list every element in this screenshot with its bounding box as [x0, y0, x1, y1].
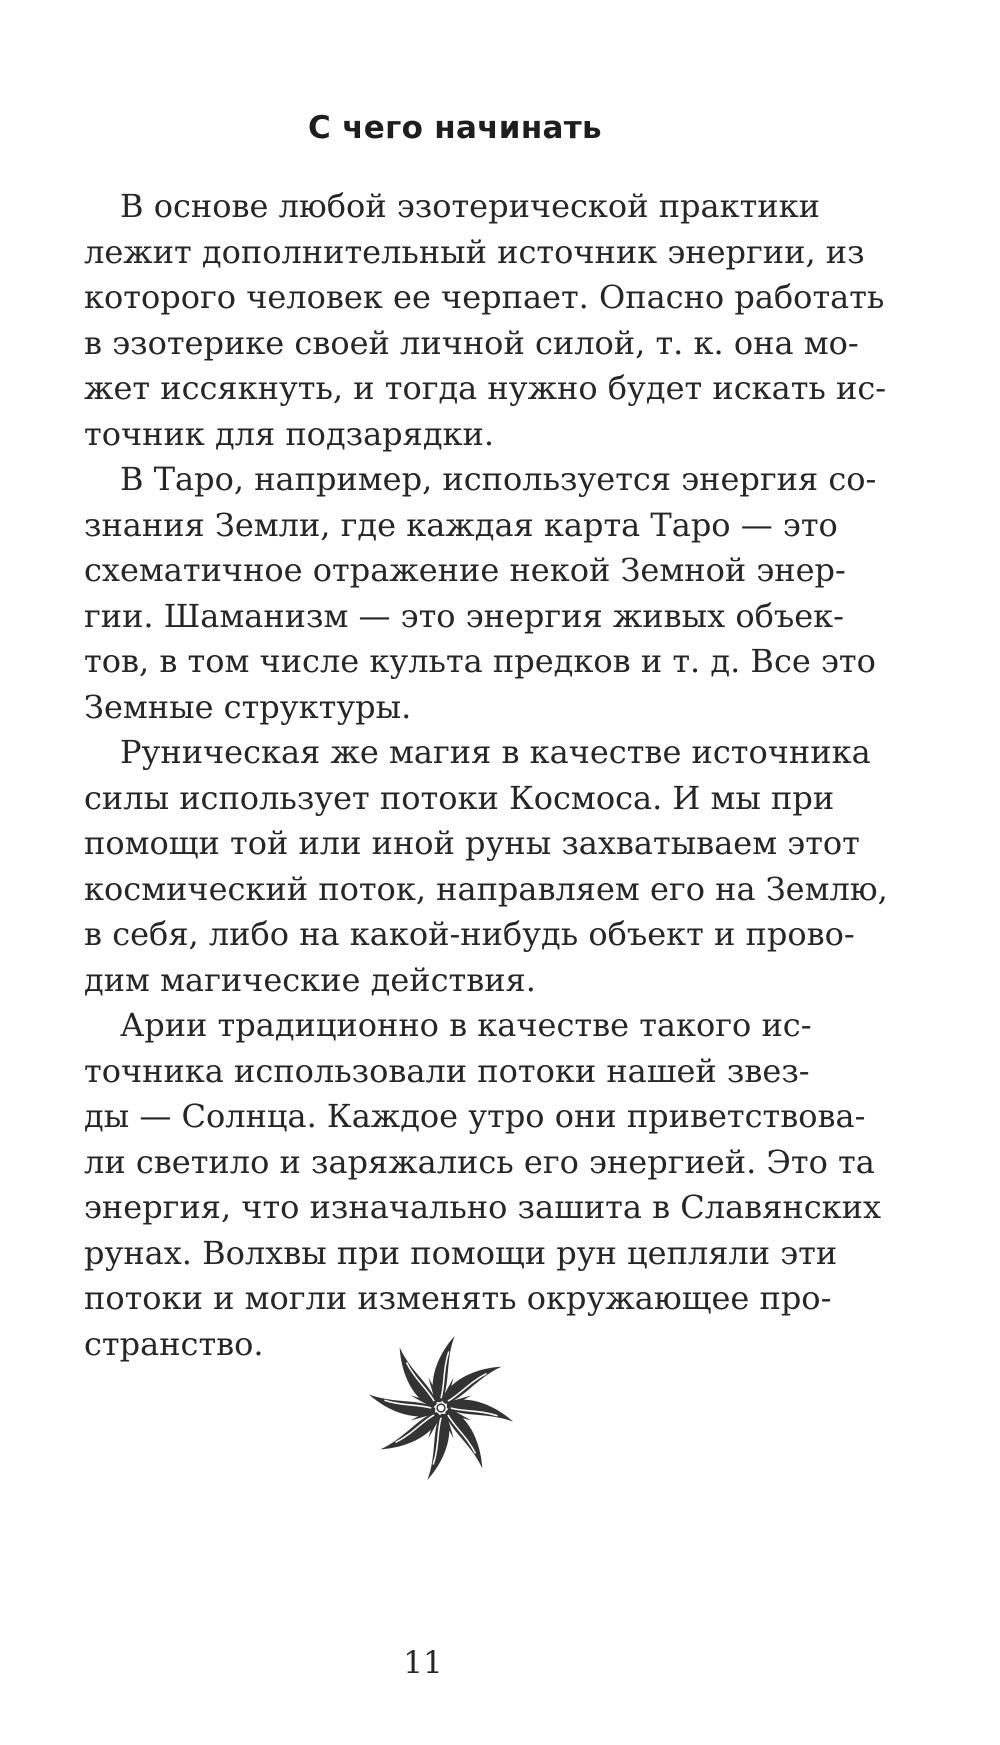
text-line: знания Земли, где каждая карта Таро — это — [84, 505, 838, 544]
page-number: 11 — [403, 1645, 443, 1681]
text-line: В основе любой эзотерической практики — [120, 187, 820, 225]
paragraph-2 — [84, 457, 877, 730]
text-line: жет иссякнуть, и тогда нужно будет искать ис- — [84, 369, 887, 407]
text-line: рунах. Волхвы при помощи рун цепляли эти — [84, 1233, 838, 1272]
eight-pointed-star-ornament-icon — [363, 1330, 519, 1486]
text-line: в себя, либо на какой-нибудь объект и прово- — [84, 915, 855, 953]
chapter-heading: С чего начинать — [308, 110, 602, 146]
text-line: лежит дополнительный источник энергии, из — [84, 232, 865, 271]
text-line: космический поток, направляем его на Землю, — [84, 869, 888, 908]
text-line: точник для подзарядки. — [84, 414, 495, 453]
body-text — [84, 184, 888, 1367]
text-line: энергия, что изначально зашита в Славянских — [84, 1188, 881, 1226]
text-line: ли светило и заряжались его энергией. Это та — [84, 1142, 875, 1181]
text-line: тов, в том числе культа предков и т. д. Все это — [84, 642, 876, 680]
paragraph-3 — [84, 730, 888, 1003]
text-line: точника использовали потоки нашей звез- — [84, 1051, 810, 1090]
text-line: Арии традиционно в качестве такого ис- — [120, 1006, 812, 1044]
text-line: В Таро, например, используется энергия со- — [120, 460, 877, 498]
text-line: схематичное отражение некой Земной энер- — [84, 551, 846, 589]
text-line: странство. — [84, 1324, 264, 1363]
text-line: потоки и могли изменять окружающее про- — [84, 1279, 832, 1317]
text-line: в эзотерике своей личной силой, т. к. она мо- — [84, 323, 859, 362]
text-line: Руническая же магия в качестве источника — [120, 733, 871, 771]
paragraph-1 — [84, 184, 887, 457]
text-line: ды — Солнца. Каждое утро они приветствова- — [84, 1097, 866, 1135]
text-line: помощи той или иной руны захватываем этот — [84, 824, 860, 862]
text-line: которого человек ее черпает. Опасно работать — [84, 278, 885, 316]
text-line: силы использует потоки Космоса. И мы при — [84, 778, 835, 817]
paragraph-4 — [84, 1003, 881, 1367]
text-line: гии. Шаманизм — это энергия живых объек- — [84, 596, 844, 635]
text-line: дим магические действия. — [84, 960, 536, 999]
text-line: Земные структуры. — [84, 687, 412, 726]
